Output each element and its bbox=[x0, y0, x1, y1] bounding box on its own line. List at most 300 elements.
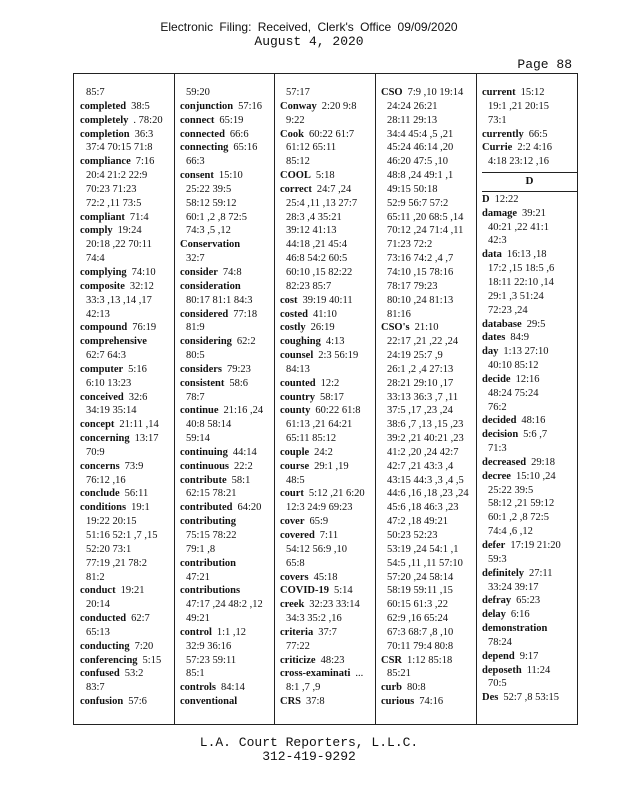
page-line-refs: 57:6 bbox=[128, 696, 147, 708]
index-term: computer bbox=[80, 363, 124, 375]
page-line-refs: 66:6 bbox=[229, 128, 249, 140]
index-term: damage bbox=[482, 207, 517, 219]
index-term-entry bbox=[280, 667, 375, 681]
index-column-4 bbox=[381, 86, 476, 709]
index-term: conduct bbox=[80, 585, 116, 597]
page-line-refs-continued: 76:12 ,16 bbox=[86, 474, 126, 486]
page-line-refs-continued: 49:21 bbox=[186, 613, 210, 625]
page-line-refs: 74:16 bbox=[419, 696, 444, 708]
page-line-refs-continued: 34:3 35:2 ,16 bbox=[286, 613, 342, 625]
page-line-refs-continued: 60:1 ,2 ,8 72:5 bbox=[488, 512, 549, 524]
page-line-refs-continued: 45:6 ,18 46:3 ,23 bbox=[387, 502, 459, 514]
page-line-refs: 48:23 bbox=[320, 654, 345, 666]
page-line-refs-continued: 42:7 ,21 43:3 ,4 bbox=[387, 460, 454, 472]
index-term-entry bbox=[180, 280, 275, 294]
index-term-entry bbox=[280, 100, 375, 114]
index-term-entry bbox=[280, 349, 375, 363]
page-line-refs: 62:7 bbox=[131, 613, 150, 625]
page-line-refs: 21:10 bbox=[414, 322, 439, 334]
page-line-refs: 5:15 bbox=[142, 654, 162, 666]
page-line-refs: 21:11 ,14 bbox=[119, 419, 159, 431]
page-line-refs-continued: 48:24 75:24 bbox=[488, 387, 539, 399]
page-line-refs-continued: 59:3 bbox=[488, 553, 507, 565]
page-line-refs: 11:24 bbox=[526, 664, 551, 676]
page-line-refs: 66:5 bbox=[528, 128, 548, 140]
page-line-refs-continued: 26:1 ,2 ,4 27:13 bbox=[387, 363, 454, 375]
index-term-entry bbox=[80, 335, 175, 349]
index-term: confusion bbox=[80, 696, 124, 708]
index-term: Conservation bbox=[180, 239, 241, 251]
page-line-refs: 15:10 bbox=[218, 170, 243, 182]
index-term: compliant bbox=[80, 211, 125, 223]
page-line-refs: 32:6 bbox=[128, 391, 148, 403]
index-term: conferencing bbox=[80, 654, 138, 666]
page-line-refs-continued: 50:23 52:23 bbox=[387, 530, 438, 541]
page-line-refs-continued: 73:1 bbox=[488, 114, 507, 126]
page-line-refs-continued: 70:11 79:4 80:8 bbox=[387, 640, 454, 652]
page-line-refs: 7:16 bbox=[135, 156, 155, 168]
page-line-refs-continued: 47:21 bbox=[186, 571, 210, 583]
letter-divider bbox=[482, 191, 577, 192]
index-term: contributing bbox=[180, 516, 237, 528]
page-line-refs: 57:16 bbox=[238, 100, 263, 112]
page-line-refs-continued: 79:1 ,8 bbox=[186, 543, 216, 555]
page-line-refs-continued: 45:24 46:14 ,20 bbox=[387, 142, 454, 154]
index-term: considering bbox=[180, 336, 232, 348]
index-column-1 bbox=[80, 86, 175, 709]
page-line-refs: 76:19 bbox=[132, 322, 157, 334]
page-line-refs-continued: 74:4 bbox=[86, 253, 105, 265]
page-line-refs-continued: 40:10 85:12 bbox=[488, 360, 539, 372]
index-term: defray bbox=[482, 595, 512, 607]
index-term-entry bbox=[180, 557, 275, 571]
index-term: Currie bbox=[482, 142, 513, 154]
page-line-refs-continued: 47:2 ,18 49:21 bbox=[387, 516, 448, 528]
index-term: county bbox=[280, 405, 311, 417]
index-term: correct bbox=[280, 183, 312, 195]
page-line-refs: 21:16 ,24 bbox=[223, 405, 264, 417]
index-term: contribute bbox=[180, 474, 227, 486]
index-term: dates bbox=[482, 332, 506, 344]
page-line-refs-continued: 53:19 ,24 54:1 ,1 bbox=[387, 543, 459, 555]
page-line-refs: 7:20 bbox=[134, 640, 154, 652]
index-term: depend bbox=[482, 650, 515, 662]
page-line-refs: 58:17 bbox=[320, 391, 344, 403]
index-term-entry bbox=[482, 539, 577, 553]
page-line-refs: 29:18 bbox=[531, 456, 556, 468]
index-term-entry bbox=[80, 100, 175, 114]
page-line-refs: 15:10 ,24 bbox=[515, 470, 556, 482]
index-term-entry bbox=[280, 598, 375, 612]
index-term: criteria bbox=[280, 626, 314, 638]
page-line-refs: 32:23 33:14 bbox=[309, 599, 360, 611]
page-line-refs-continued: 12:3 24:9 69:23 bbox=[286, 502, 353, 514]
index-term: cost bbox=[280, 294, 298, 306]
index-term-entry bbox=[381, 695, 476, 709]
page-line-refs-continued: 51:16 52:1 ,7 ,15 bbox=[86, 530, 158, 541]
page-line-refs: 15:12 bbox=[520, 87, 545, 98]
page-line-refs-continued: 40:8 58:14 bbox=[186, 419, 232, 431]
index-term: criticize bbox=[280, 654, 316, 666]
index-term: composite bbox=[80, 280, 125, 292]
index-term: course bbox=[280, 460, 310, 472]
page-number: Page 88 bbox=[517, 57, 572, 72]
page-line-refs-continued: 82:23 85:7 bbox=[286, 280, 332, 292]
index-term: completion bbox=[80, 128, 130, 140]
index-term-entry bbox=[80, 418, 175, 432]
index-term-entry bbox=[381, 681, 476, 695]
letter-divider bbox=[482, 172, 577, 173]
page-line-refs-continued: 48:8 ,24 49:1 ,1 bbox=[387, 170, 454, 182]
index-term: curb bbox=[381, 682, 402, 694]
page-line-refs: 5:18 bbox=[315, 170, 335, 182]
page-line-refs-continued: 65:11 ,20 68:5 ,14 bbox=[387, 211, 464, 223]
page-line-refs-continued: 17:2 ,15 18:5 ,6 bbox=[488, 263, 555, 275]
index-term-entry bbox=[280, 571, 375, 585]
page-line-refs-continued: 32:9 36:16 bbox=[186, 640, 232, 652]
page-line-refs-continued: 81:2 bbox=[86, 571, 105, 583]
index-term-entry bbox=[280, 294, 375, 308]
index-term-entry bbox=[280, 308, 375, 322]
index-term-entry bbox=[280, 446, 375, 460]
page-line-refs-continued: 24:19 25:7 ,9 bbox=[387, 350, 443, 362]
page-line-refs-continued: 42:13 bbox=[86, 308, 110, 320]
index-term: day bbox=[482, 346, 499, 358]
page-line-refs: 1:1 ,12 bbox=[216, 626, 247, 638]
index-column-5 bbox=[482, 86, 577, 705]
index-term: comprehensive bbox=[80, 336, 147, 348]
index-term: definitely bbox=[482, 567, 524, 579]
index-term: completely bbox=[80, 114, 129, 126]
page-line-refs: 80:8 bbox=[407, 682, 426, 694]
page-line-refs-continued: 37:4 70:15 71:8 bbox=[86, 142, 153, 154]
page-line-refs-continued: 81:9 bbox=[186, 322, 205, 334]
page-line-refs-continued: 78:24 bbox=[488, 636, 512, 648]
index-term: court bbox=[280, 488, 304, 500]
index-term-entry bbox=[280, 335, 375, 349]
page-line-refs: 12:16 bbox=[515, 373, 540, 385]
index-term-entry bbox=[280, 404, 375, 418]
page-line-refs: 41:10 bbox=[313, 308, 337, 320]
page-line-refs: 16:13 ,18 bbox=[506, 249, 547, 261]
page-line-refs: 79:23 bbox=[227, 363, 251, 375]
page-line-refs: 44:14 bbox=[232, 446, 257, 458]
index-term-entry bbox=[280, 515, 375, 529]
page-line-refs-continued: 44:18 ,21 45:4 bbox=[286, 239, 347, 251]
index-term: covers bbox=[280, 571, 309, 583]
index-term-entry bbox=[280, 128, 375, 142]
index-term: Des bbox=[482, 692, 499, 704]
page-line-refs-continued: 8:1 ,7 ,9 bbox=[286, 682, 321, 694]
page-line-refs-continued: 33:24 39:17 bbox=[488, 581, 539, 593]
index-term-entry bbox=[80, 432, 175, 446]
page-line-refs-continued: 33:13 36:3 ,7 ,11 bbox=[387, 391, 459, 403]
index-term-entry bbox=[80, 266, 175, 280]
index-term-entry bbox=[482, 608, 577, 622]
page-line-refs-continued: 44:6 ,16 ,18 ,23 ,24 bbox=[387, 488, 469, 500]
index-term: D bbox=[482, 193, 490, 205]
page-line-refs: 27:11 bbox=[529, 567, 553, 579]
page-line-refs-continued: 38:6 ,7 ,13 ,15 ,23 bbox=[387, 419, 464, 431]
page-line-refs: 24:2 bbox=[314, 446, 333, 458]
page-line-refs: 52:7 ,8 53:15 bbox=[503, 692, 560, 704]
index-term-entry bbox=[381, 86, 476, 100]
page-line-refs: 84:9 bbox=[510, 332, 530, 344]
index-term-entry bbox=[80, 654, 175, 668]
index-term: CRS bbox=[280, 696, 302, 708]
page-line-refs-continued: 29:1 ,3 51:24 bbox=[488, 290, 544, 302]
index-term-entry bbox=[482, 594, 577, 608]
page-line-refs: 12:22 bbox=[494, 193, 519, 205]
page-line-refs: 26:19 bbox=[310, 322, 335, 334]
index-term-entry bbox=[80, 584, 175, 598]
page-line-refs: 13:17 bbox=[134, 433, 159, 445]
index-term-entry bbox=[280, 626, 375, 640]
page-line-refs-continued: 78:17 79:23 bbox=[387, 280, 438, 292]
index-term: compliance bbox=[80, 156, 131, 168]
page-line-refs: 62:2 bbox=[236, 336, 256, 348]
page-line-refs: 84:14 bbox=[220, 682, 245, 694]
index-term: costed bbox=[280, 308, 308, 320]
page-line-refs: 56:11 bbox=[124, 488, 149, 500]
index-term-entry bbox=[80, 128, 175, 142]
page-line-refs: 7:9 ,10 19:14 bbox=[407, 87, 464, 98]
index-column-3 bbox=[280, 86, 375, 709]
index-term-entry bbox=[180, 404, 275, 418]
page-line-refs-continued: 70:23 71:23 bbox=[86, 183, 137, 195]
page-line-refs-continued: 32:7 bbox=[186, 253, 205, 265]
page-line-refs-continued: 80:10 ,24 81:13 bbox=[387, 294, 454, 306]
index-term-entry bbox=[80, 487, 175, 501]
page-line-refs: 60:22 61:8 bbox=[315, 405, 361, 417]
page-line-refs-continued: 24:24 26:21 bbox=[387, 100, 438, 112]
index-term: decision bbox=[482, 429, 519, 441]
page-line-refs-continued: 57:20 ,24 58:14 bbox=[387, 571, 454, 583]
index-term-entry bbox=[381, 654, 476, 668]
page-line-refs-continued: 25:22 39:5 bbox=[186, 183, 232, 195]
page-line-refs: 29:1 ,19 bbox=[314, 460, 349, 472]
index-term: Cook bbox=[280, 128, 304, 140]
index-term-entry bbox=[280, 460, 375, 474]
index-term-entry bbox=[280, 377, 375, 391]
index-term: counted bbox=[280, 377, 316, 389]
page-line-refs-continued: 66:3 bbox=[186, 156, 205, 168]
page-line-refs-continued: 34:4 45:4 ,5 ,21 bbox=[387, 128, 454, 140]
page-line-refs-continued: 19:1 ,21 20:15 bbox=[488, 100, 549, 112]
page-line-refs: 12:2 bbox=[320, 377, 340, 389]
page-line-refs: 39:19 40:11 bbox=[302, 294, 353, 306]
page-line-refs: 2:3 56:19 bbox=[318, 350, 359, 362]
index-term: demonstration bbox=[482, 623, 548, 635]
page-line-refs-continued: 20:14 bbox=[86, 599, 110, 611]
index-term: conjunction bbox=[180, 100, 234, 112]
page-line-refs-continued: 60:1 ,2 ,8 72:5 bbox=[186, 211, 247, 223]
index-term: delay bbox=[482, 609, 506, 621]
page-line-refs: 77:18 bbox=[233, 308, 258, 320]
index-term-entry bbox=[180, 363, 275, 377]
index-term: complying bbox=[80, 266, 127, 278]
index-term-entry bbox=[80, 612, 175, 626]
page-line-refs-continued: 85:12 bbox=[286, 156, 310, 168]
section-letter: D bbox=[525, 175, 534, 188]
column-divider bbox=[174, 74, 175, 724]
page-line-refs: 19:24 bbox=[117, 225, 142, 237]
page-line-refs: 19:1 bbox=[131, 502, 150, 514]
index-term-entry bbox=[280, 584, 375, 598]
index-term-entry bbox=[280, 487, 375, 501]
index-term: conventional bbox=[180, 696, 238, 708]
index-term: deposeth bbox=[482, 664, 522, 676]
page-line-refs-continued: 62:15 78:21 bbox=[186, 488, 237, 500]
index-term: consideration bbox=[180, 280, 241, 292]
index-term-entry bbox=[180, 128, 275, 142]
index-term-entry bbox=[280, 391, 375, 405]
index-term-entry bbox=[180, 266, 275, 280]
page-line-refs-continued: 43:15 44:3 ,3 ,4 ,5 bbox=[387, 474, 464, 486]
page-line-refs-continued: 46:20 47:5 ,10 bbox=[387, 156, 448, 168]
page-line-refs: 5:12 ,21 6:20 bbox=[308, 488, 365, 500]
page-line-refs: 24:7 ,24 bbox=[316, 183, 352, 195]
index-term: concerns bbox=[80, 460, 120, 472]
page-line-refs-continued: 67:3 68:7 ,8 ,10 bbox=[387, 626, 454, 638]
page-line-refs: 58:1 bbox=[231, 474, 251, 486]
index-term-entry bbox=[180, 308, 275, 322]
index-term: defer bbox=[482, 540, 506, 551]
index-term: database bbox=[482, 318, 522, 330]
index-term-entry bbox=[80, 501, 175, 515]
page-line-refs-continued: 57:17 bbox=[286, 87, 310, 98]
index-term: contributions bbox=[180, 585, 241, 597]
page-line-refs-continued: 48:5 bbox=[286, 474, 305, 486]
page-line-refs: 65:9 bbox=[309, 516, 329, 528]
index-term: Conway bbox=[280, 100, 317, 112]
page-line-refs-continued: 4:18 23:12 ,16 bbox=[488, 156, 549, 168]
page-line-refs: 64:20 bbox=[237, 502, 262, 514]
index-term: conducting bbox=[80, 640, 130, 652]
index-term-entry bbox=[80, 460, 175, 474]
index-term-entry bbox=[80, 363, 175, 377]
page-line-refs-continued: 33:3 ,13 ,14 ,17 bbox=[86, 294, 152, 306]
page-line-refs-continued: 28:3 ,4 35:21 bbox=[286, 211, 342, 223]
index-term: comply bbox=[80, 225, 113, 237]
page-line-refs-continued: 59:20 bbox=[186, 87, 210, 98]
index-term: CSO bbox=[381, 87, 403, 98]
page-line-refs: 74:8 bbox=[222, 266, 242, 278]
page-line-refs-continued: 74:10 ,15 78:16 bbox=[387, 266, 454, 278]
index-term: currently bbox=[482, 128, 524, 140]
page-line-refs-continued: 25:4 ,11 ,13 27:7 bbox=[286, 197, 358, 209]
index-term: connected bbox=[180, 128, 225, 140]
page-line-refs-continued: 54:12 56:9 ,10 bbox=[286, 543, 347, 555]
page-line-refs-continued: 72:2 ,11 73:5 bbox=[86, 197, 142, 209]
index-term-entry bbox=[482, 622, 577, 636]
page-line-refs-continued: 46:8 54:2 60:5 bbox=[286, 253, 348, 265]
index-term: decided bbox=[482, 415, 517, 427]
index-term-entry bbox=[80, 391, 175, 405]
page-line-refs: 71:4 bbox=[129, 211, 149, 223]
index-term: completed bbox=[80, 100, 127, 112]
page-line-refs: 48:16 bbox=[521, 415, 546, 427]
page-line-refs-continued: 54:5 ,11 ,11 57:10 bbox=[387, 557, 463, 569]
index-term-entry bbox=[180, 169, 275, 183]
index-term-entry bbox=[482, 470, 577, 484]
reporter-phone: 312-419-9292 bbox=[262, 749, 356, 764]
index-term: confused bbox=[80, 668, 120, 680]
index-term: continue bbox=[180, 405, 219, 417]
page-line-refs: 74:10 bbox=[131, 266, 156, 278]
index-term-entry bbox=[482, 664, 577, 678]
index-term: data bbox=[482, 249, 502, 261]
page-line-refs: 38:5 bbox=[131, 100, 150, 112]
page-line-refs-continued: 85:1 bbox=[186, 668, 205, 680]
page-line-refs-continued: 62:7 64:3 bbox=[86, 350, 126, 362]
index-term: consistent bbox=[180, 377, 225, 389]
page-line-refs: 53:2 bbox=[124, 668, 144, 680]
index-term-entry bbox=[482, 86, 577, 100]
index-term: conditions bbox=[80, 502, 127, 514]
page-line-refs-continued: 58:12 59:12 bbox=[186, 197, 237, 209]
index-term-entry bbox=[80, 114, 175, 128]
page-line-refs: 17:19 21:20 bbox=[510, 540, 561, 551]
index-term: contributed bbox=[180, 502, 233, 514]
index-term-entry bbox=[180, 238, 275, 252]
page-line-refs-continued: 74:3 ,5 ,12 bbox=[186, 225, 231, 237]
index-term: continuous bbox=[180, 460, 230, 472]
index-term-entry bbox=[482, 373, 577, 387]
page-line-refs: 7:11 bbox=[319, 530, 339, 541]
page-line-refs-continued: 28:11 29:13 bbox=[387, 114, 438, 126]
index-term-entry bbox=[482, 456, 577, 470]
page-line-refs-continued: 41:2 ,20 ,24 42:7 bbox=[387, 446, 459, 458]
page-line-refs-continued: 80:17 81:1 84:3 bbox=[186, 294, 253, 306]
index-term: connecting bbox=[180, 142, 229, 154]
page-line-refs-continued: 76:2 bbox=[488, 401, 507, 413]
index-term-entry bbox=[482, 567, 577, 581]
page-line-refs-continued: 80:5 bbox=[186, 350, 205, 362]
page-line-refs-continued: 73:16 74:2 ,4 ,7 bbox=[387, 253, 454, 265]
index-term: CSR bbox=[381, 654, 403, 666]
index-term: consent bbox=[180, 170, 214, 182]
page-line-refs-continued: 75:15 78:22 bbox=[186, 530, 237, 541]
index-term-entry bbox=[180, 681, 275, 695]
index-term-entry bbox=[482, 193, 577, 207]
index-term-entry bbox=[280, 169, 375, 183]
index-term: decide bbox=[482, 373, 511, 385]
word-index-frame bbox=[73, 73, 578, 725]
filing-stamp-line: Electronic Filing: Received, Clerk's Office 09/09/2020 bbox=[160, 20, 458, 34]
index-term-entry bbox=[180, 100, 275, 114]
index-term: consider bbox=[180, 266, 218, 278]
page-line-refs-continued: 72:23 ,24 bbox=[488, 304, 528, 316]
page-line-refs: 39:21 bbox=[522, 207, 546, 219]
index-term-entry bbox=[482, 207, 577, 221]
page-line-refs: 73:9 bbox=[124, 460, 144, 472]
index-term-entry bbox=[80, 321, 175, 335]
page-line-refs-continued: 62:9 ,16 65:24 bbox=[387, 613, 448, 625]
index-term-entry bbox=[482, 141, 577, 155]
page-line-refs: 36:3 bbox=[134, 128, 154, 140]
page-line-refs-continued: 84:13 bbox=[286, 363, 310, 375]
column-divider bbox=[375, 74, 376, 724]
index-term-entry bbox=[180, 515, 275, 529]
index-term-entry bbox=[280, 321, 375, 335]
index-term: decreased bbox=[482, 456, 527, 468]
page-line-refs-continued: 74:4 ,6 ,12 bbox=[488, 526, 533, 538]
page-line-refs-continued: 52:20 73:1 bbox=[86, 543, 132, 555]
page-line-refs: 65:16 bbox=[233, 142, 258, 154]
index-term-entry bbox=[280, 183, 375, 197]
index-term: covered bbox=[280, 530, 315, 541]
